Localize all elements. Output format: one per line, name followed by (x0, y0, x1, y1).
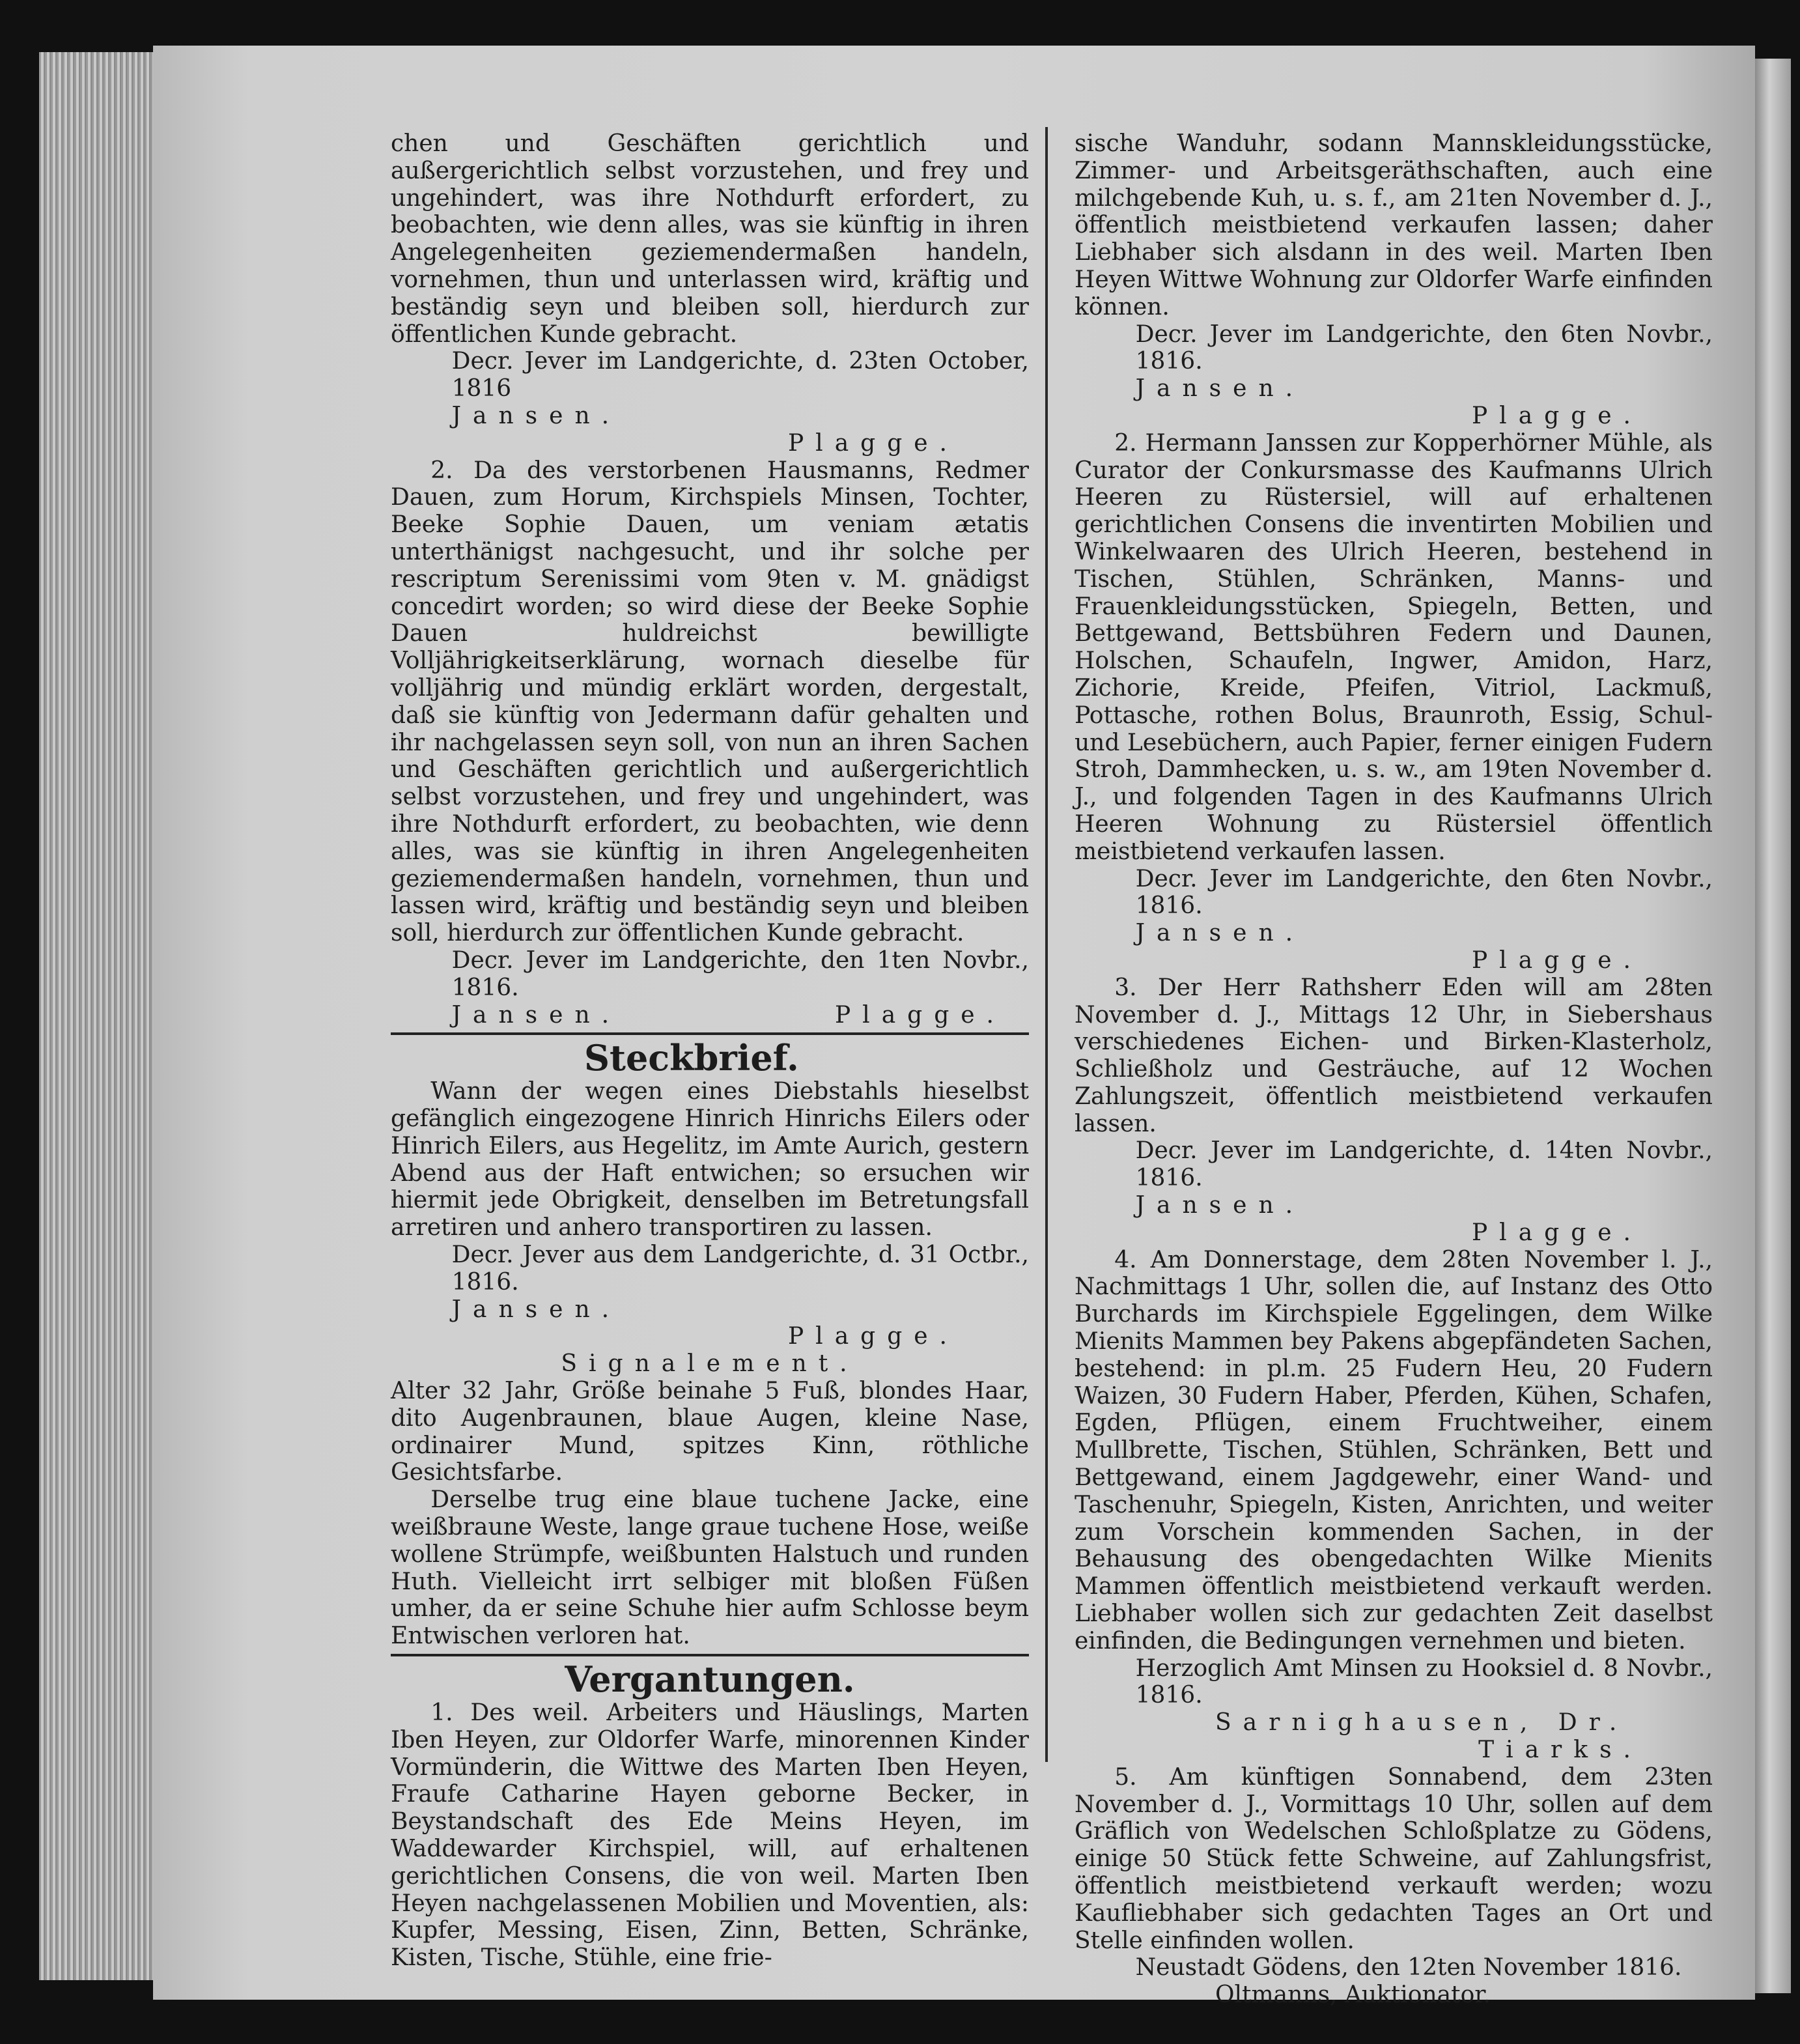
item2-sign-plagge: Plagge. (1471, 946, 1642, 974)
item3-sign-plagge: Plagge. (1471, 1219, 1642, 1246)
item4-sign-sarnighausen: Sarnighausen, Dr. (1215, 1709, 1629, 1737)
item5-decree: Neustadt Gödens, den 12ten November 1816. (1135, 1954, 1682, 1981)
item4-text: 4. Am Donnerstage, dem 28ten November l. J., Nachmittags 1 Uhr, sollen die, auf Instanz des Otto Burchards im Kirchspiele Eggelingen, dem Wilke Mienits Mammen bey Pakens abgepfändeten Sachen, bestehend: in pl.m. 25 Fudern Heu, 20 Fudern Waizen, 30 Fudern Haber, Pferden, Kühen, Schafen, Egden, Pflügen, einem Fruchtweiher, einem Mullbrette, Tischen, Stühlen, Schränken, Bett und Bettgewand, einem Jagdgewehr, einer Wand- und Taschenuhr, Spiegeln, Kisten, Anrichten, und weiter zum Vorschein kommenden Sachen, in der Behausung des obengedachten Wilke Mienits Mammen öffentlich meistbietend verkauft werden. Liebhaber wollen sich zur gedachten Zeit daselbst einfinden, die Bedingungen vernehmen und bieten. (1075, 1246, 1713, 1654)
notice2-text: 2. Da des verstorbenen Hausmanns, Redmer Dauen, zum Horum, Kirchspiels Minsen, Tochter, Beeke Sophie Dauen, um veniam ætatis unterthänigst nachgesucht, und ihr solche per rescriptum Serenissimi vom 9ten v. M. gnädigst concedirt worden; so wird diese der Beeke Sophie Dauen huldreichst bewilligte Volljährigkeitserklärung, wornach dieselbe für volljährig und mündig erklärt worden, dergestalt, daß sie künftig von Jedermann dafür gehalten und ihr nachgelassen seyn soll, von nun an ihren Sachen und Geschäften gerichtlich und außergerichtlich selbst vorzustehen, und frey und ungehindert, was ihre Nothdurft erfordert, zu beobachten, wie denn alles, was sie künftig in ihren Angelegenheiten geziemendermaßen handeln, vornehmen, thun und lassen wird, kräftig und beständig seyn und bleiben soll, hierdurch zur öffentlichen Kunde gebracht. (391, 457, 1029, 947)
notice1-decree: Decr. Jever im Landgerichte, d. 23ten October, 1816 (451, 348, 1029, 403)
steckbrief-sign-jansen: Jansen. (451, 1296, 621, 1323)
notice1-text: chen und Geschäften gerichtlich und außergerichtlich selbst vorzustehen, und frey und ungehindert, was ihre Nothdurft erfordert, zu beobachten, wie denn alles, was sie künftig in ihren Angelegenheiten geziemendermaßen handeln, vornehmen, thun und unterlassen wird, kräftig und beständig seyn und bleiben soll, hierdurch zur öffentlichen Kunde gebracht. (391, 130, 1029, 348)
item2-sign-jansen: Jansen. (1135, 920, 1305, 947)
item3-decree: Decr. Jever im Landgerichte, d. 14ten Novbr., 1816. (1135, 1137, 1713, 1192)
item5-text: 5. Am künftigen Sonnabend, dem 23ten November d. J., Vormittags 10 Uhr, sollen auf dem Gräflich von Wedelschen Schloßplatze zu Gödens, einige 50 Stück fette Schweine, auf Zahlungsfrist, öffentlich meistbietend verkauft werden; wozu Kaufliebhaber sich gedachten Tages an Ort und Stelle einfinden wollen. (1075, 1763, 1713, 1954)
vergantungen-heading: Vergantungen. (565, 1658, 855, 1701)
item4-sign-tiarks: Tiarks. (1478, 1737, 1642, 1764)
steckbrief-sign-plagge: Plagge. (787, 1323, 959, 1350)
item5-sign-oltmanns: Oltmanns, Auktionator. (1215, 1981, 1491, 2009)
steckbrief-heading: Steckbrief. (584, 1037, 799, 1079)
steckbrief-text: Wann der wegen eines Diebstahls hieselbst gefänglich eingezogene Hinrich Hinrichs Eilers oder Hinrich Eilers, aus Hegelitz, im Amte Aurich, gestern Abend aus der Haft entwichen; so ersuchen wir hiermit jede Obrigkeit, denselben im Betretungsfall arretiren und anhero transportiren zu lassen. (391, 1078, 1029, 1242)
signalement-text: Alter 32 Jahr, Größe beinahe 5 Fuß, blondes Haar, dito Augenbraunen, blaue Augen, kleine Nase, ordinairer Mund, spitzes Kinn, röthliche Gesichtsfarbe. (391, 1378, 1029, 1486)
item3-text: 3. Der Herr Rathsherr Eden will am 28ten November d. J., Mittags 12 Uhr, in Siebershaus verschiedenes Eichen- und Birken-Klasterholz, Schließholz und Gesträuche, auf 12 Wochen Zahlungszeit, öffentlich meistbietend verkaufen lassen. (1075, 974, 1713, 1137)
signalement-heading: Signalement. (561, 1350, 859, 1378)
section-rule (391, 1654, 1029, 1656)
steckbrief-decree: Decr. Jever aus dem Landgerichte, d. 31 Octbr., 1816. (451, 1242, 1029, 1296)
item1-continuation: sische Wanduhr, sodann Mannskleidungsstücke, Zimmer- und Arbeitsgeräthschaften, auch eine milchgebende Kuh, u. s. f., am 21ten November d. J., öffentlich meistbietend verkaufen lassen; daher Liebhaber sich alsdann in des weil. Marten Iben Heyen Wittwe Wohnung zur Oldorfer Warfe einfinden können. (1075, 130, 1713, 320)
book-page-edges (39, 52, 165, 1980)
item3-sign-jansen: Jansen. (1135, 1192, 1305, 1219)
right-column (1075, 130, 1713, 2009)
notice1-sign-jansen: Jansen. (451, 402, 621, 429)
item1-sign-jansen: Jansen. (1135, 375, 1305, 403)
notice1-sign-plagge: Plagge. (787, 429, 959, 457)
book-spine-edge (1755, 59, 1791, 1993)
item1-decree: Decr. Jever im Landgerichte, den 6ten Novbr., 1816. (1135, 320, 1713, 375)
item2-text: 2. Hermann Janssen zur Kopperhörner Mühle, als Curator der Conkursmasse des Kaufmanns Ulrich Heeren zu Rüstersiel, will auf erhaltenen gerichtlichen Consens die inventirten Mobilien und Winkelwaaren des Ulrich Heeren, bestehend in Tischen, Stühlen, Schränken, Manns- und Frauenkleidungsstücken, Spiegeln, Betten, und Bettgewand, Bettsbühren Federn und Daunen, Holschen, Schaufeln, Ingwer, Amidon, Harz, Zichorie, Kreide, Pfeifen, Vitriol, Lackmuß, Pottasche, rothen Bolus, Braunroth, Essig, Schul- und Lesebüchern, auch Papier, ferner einigen Fudern Stroh, Dammhecken, u. s. w., am 19ten November d. J., und folgenden Tagen in des Kaufmanns Ulrich Heeren Wohnung zu Rüstersiel öffentlich meistbietend verkaufen lassen. (1075, 429, 1713, 865)
left-column (391, 130, 1029, 1972)
item1-sign-plagge: Plagge. (1471, 402, 1642, 429)
item4-decree: Herzoglich Amt Minsen zu Hooksiel d. 8 Novbr., 1816. (1135, 1654, 1713, 1709)
clothing-text: Derselbe trug eine blaue tuchene Jacke, eine weißbraune Weste, lange graue tuchene Hose, weiße wollene Strümpfe, weißbunten Halstuch und runden Huth. Vielleicht irrt selbiger mit bloßen Füßen umher, da er seine Schuhe hier aufm Schlosse beym Entwischen verloren hat. (391, 1486, 1029, 1650)
section-rule (391, 1032, 1029, 1035)
notice2-signatures (391, 1002, 1029, 1029)
column-divider (1045, 127, 1048, 1762)
vergantungen-item1-text: 1. Des weil. Arbeiters und Häuslings, Marten Iben Heyen, zur Oldorfer Warfe, minorennen Kinder Vormünderin, die Wittwe des Marten Iben Heyen, Fraufe Catharine Hayen geborne Becker, in Beystandschaft des Ede Meins Heyen, im Waddewarder Kirchspiel, will, auf erhaltenen gerichtlichen Consens, die von weil. Marten Iben Heyen nachgelassenen Mobilien und Moventien, als: Kupfer, Messing, Eisen, Zinn, Betten, Schränke, Kisten, Tische, Stühle, eine frie- (391, 1699, 1029, 1972)
notice2-sign-jansen: Jansen. (451, 1001, 621, 1029)
item2-decree: Decr. Jever im Landgerichte, den 6ten Novbr., 1816. (1135, 865, 1713, 920)
notice2-sign-plagge: Plagge. (834, 1001, 1005, 1029)
notice2-decree: Decr. Jever im Landgerichte, den 1ten Novbr., 1816. (451, 946, 1029, 1001)
